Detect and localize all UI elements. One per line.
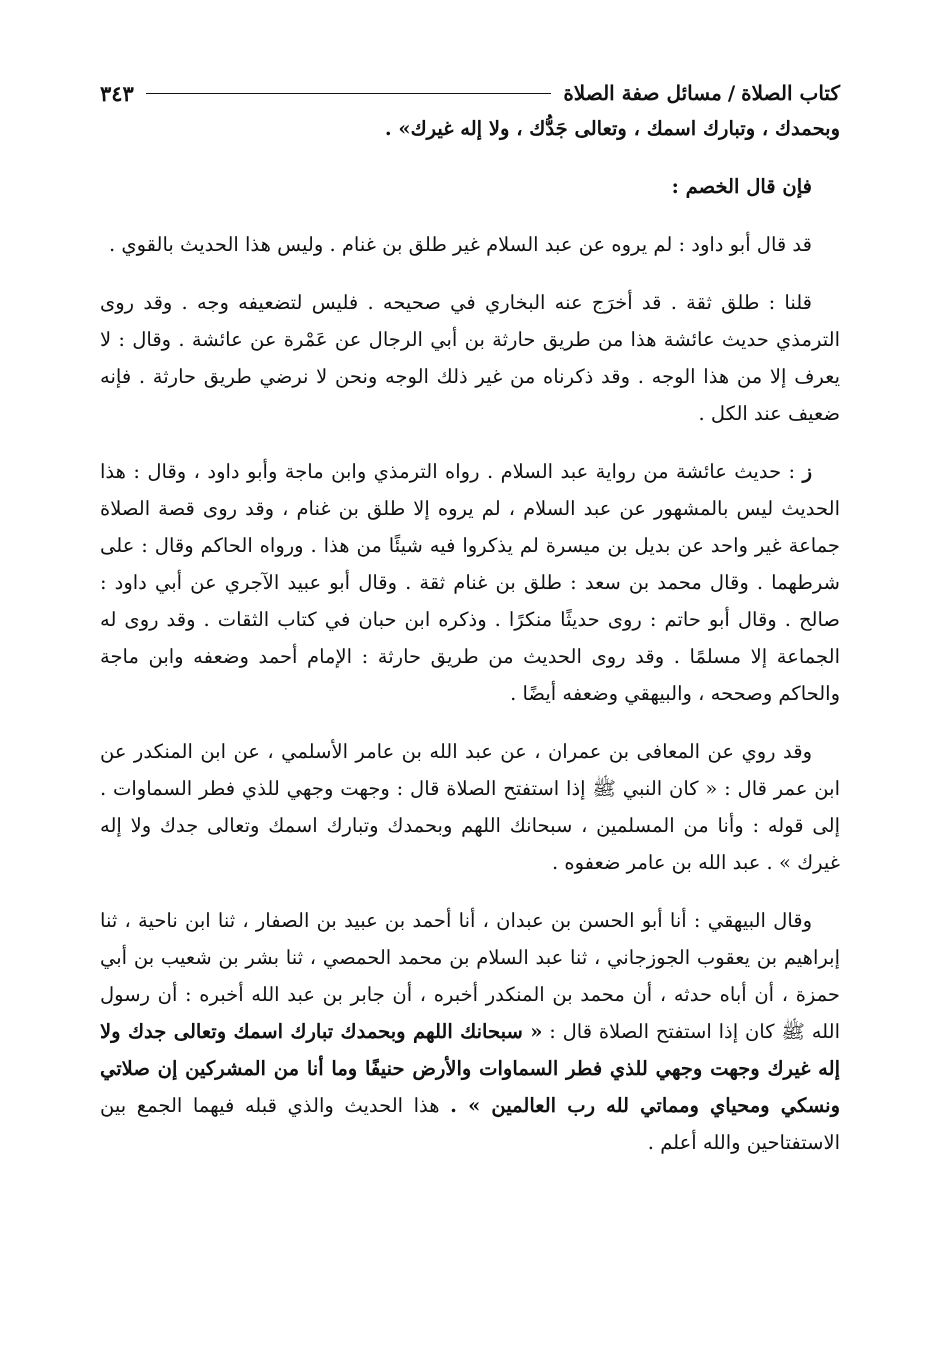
paragraph-objection: قد قال أبو داود : لم يروه عن عبد السلام غير طلق بن غنام . وليس هذا الحديث بالقوي . (108, 233, 812, 256)
paragraph-response-text: قلنا : طلق ثقة . قد أخرَج عنه البخاري في صحيحه . فليس لتضعيفه وجه . وقد روى الترمذي حديث عائشة هذا من طريق حارثة بن أبي الرجال عن عَمْرة عن عائشة . وقال : لا يعرف إلا من هذا الوجه . وقد ذكرناه من غير ذلك الوجه ونحن لا نرضي طريق حارثة . فإنه ضعيف عند الكل . (100, 291, 840, 425)
header-rule (146, 93, 551, 94)
paragraph-continuation: وبحمدك ، وتبارك اسمك ، وتعالى جَدُّك ، ولا إله غيرك» . (384, 117, 840, 140)
header-book-title: كتاب الصلاة (741, 81, 840, 105)
running-header (100, 76, 840, 110)
paragraph-response (100, 284, 840, 432)
header-section-title: مسائل صفة الصلاة (563, 81, 722, 105)
header-separator: / (727, 81, 736, 105)
bayhaqi-hadith-text: « سبحانك اللهم وبحمدك تبارك اسمك وتعالى جدك ولا إله غيرك وجهت وجهي للذي فطر السماوات والأرض حنيفًا وما أنا من المشركين إن صلاتي ونسكي ومحياي ومماتي لله رب العالمين » . (100, 1020, 840, 1117)
annotation-marker: ز (802, 460, 812, 483)
paragraph-ibn-umar-narration: وقد روي عن المعافى بن عمران ، عن عبد الله بن عامر الأسلمي ، عن ابن المنكدر عن ابن عمر قال : « كان النبي ﷺ إذا استفتح الصلاة قال : وجهت وجهي للذي فطر السماوات . إلى قوله : وأنا من المسلمين ، سبحانك اللهم وبحمدك وتبارك اسمك وتعالى جدك ولا إله غيرك » . عبد الله بن عامر ضعفوه . (100, 740, 840, 874)
page-number: ٣٤٣ (100, 80, 134, 106)
paragraph-annotation (100, 453, 840, 712)
bayhaqi-conclusion: هذا الحديث والذي قبله فيهما الجمع بين الاستفتاحين والله أعلم . (100, 1094, 840, 1154)
paragraph-objection-heading: فإن قال الخصم : (671, 175, 812, 198)
bayhaqi-chain: وقال البيهقي : أنا أبو الحسن بن عبدان ، أنا أحمد بن عبيد بن الصفار ، ثنا ابن ناحية ، ثنا إبراهيم بن يعقوب الجوزجاني ، ثنا عبد السلام بن محمد الحمصي ، ثنا بشر بن شعيب بن أبي حمزة ، أن أباه حدثه ، أن محمد بن المنكدر أخبره ، أن جابر بن عبد الله أخبره : أن رسول الله ﷺ كان إذا استفتح الصلاة قال : (100, 909, 840, 1043)
paragraph-bayhaqi-narration (100, 902, 840, 1161)
document-page (100, 76, 840, 1161)
annotation-text: : حديث عائشة من رواية عبد السلام . رواه الترمذي وابن ماجة وأبو داود ، وقال : هذا الحديث ليس بالمشهور عن عبد السلام ، لم يروه إلا طلق بن غنام ، وقد روى قصة الصلاة جماعة غير واحد عن بديل بن ميسرة لم يذكروا فيه شيئًا من هذا . ورواه الحاكم وقال : على شرطهما . وقال محمد بن سعد : طلق بن غنام ثقة . وقال أبو عبيد الآجري عن أبي داود : صالح . وقال أبو حاتم : روى حديثًا منكرًا . وذكره ابن حبان في كتاب الثقات . وقد روى له الجماعة إلا مسلمًا . وقد روى الحديث من طريق حارثة : الإمام أحمد وضعفه وابن ماجة والحاكم وصححه ، والبيهقي وضعفه أيضًا . (100, 460, 840, 705)
